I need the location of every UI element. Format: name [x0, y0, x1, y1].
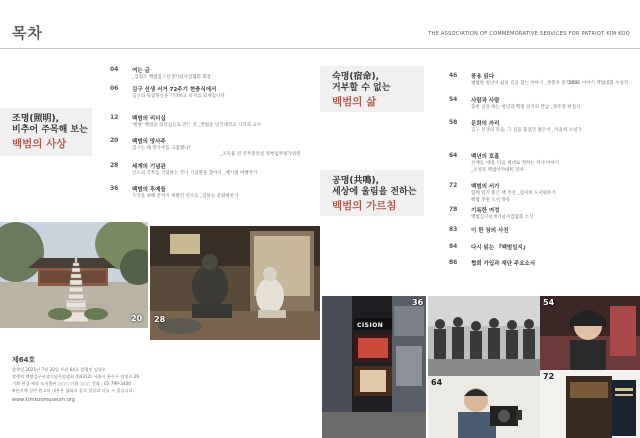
toc-title: 기록한 여정 — [471, 208, 500, 214]
photo-statue-museum — [150, 226, 320, 340]
toc-page-number: 28 — [110, 162, 119, 169]
photo-portrait — [540, 296, 640, 370]
times-square-photo-image — [322, 296, 426, 438]
billboard-sign: CISION — [357, 322, 384, 329]
toc-page-number: 36 — [110, 185, 119, 192]
photo-times-square — [322, 296, 426, 438]
toc-title: 이 한 장의 사진 — [471, 228, 509, 234]
portrait-photo-image — [540, 296, 640, 370]
pub-line: 발행처 백범김구선생기념사업협회 (04312) 서울시 용산구 임정로 26 — [12, 374, 139, 379]
pub-line: 발행일 2021년 7월 20일 통권 64호 발행인 김형오 — [12, 367, 106, 372]
toc-desc: 함께 읽기 좋은 책 추천 _김미희 도서평론가 — [471, 191, 556, 196]
toc-title: 문화의 자리 — [471, 121, 500, 127]
toc-desc: 출판 일을 하는 청년과 백범 일지의 만남 _정주영 편집자 — [471, 105, 581, 110]
issue-number: 제64호 — [12, 356, 36, 364]
toc-title: 풍용 읽다 — [471, 74, 495, 80]
photo-page-label: 28 — [154, 315, 166, 324]
photo-page-label: 36 — [412, 298, 424, 307]
pagoda-photo-image — [0, 222, 148, 328]
toc-page-number: 78 — [449, 206, 458, 213]
toc-title: 사람과 사람 — [471, 98, 500, 104]
pub-line: ※본지에 실린 원고의 내용은 협회의 공식 입장과 다를 수 있습니다. — [12, 388, 134, 393]
toc-page-number: 04 — [110, 66, 119, 73]
page-title: 목차 — [12, 24, 43, 42]
toc-page-number: 46 — [449, 72, 458, 79]
association-name: THE ASSOCIATION OF COMMEMORATIVE SERVICES FOR PATRIOT KIM KOO — [428, 31, 630, 37]
toc-entry[interactable] — [449, 119, 640, 139]
toc-entry[interactable] — [110, 137, 310, 163]
toc-desc: _조득용 전 국무총리실 정부업무평가위원 — [220, 152, 301, 157]
statue-photo-image — [150, 226, 320, 340]
toc-desc: 조국을 위해 끝까지 싸웠던 선조들 _김하늘 문화평론가 — [132, 194, 239, 199]
toc-page-number: 06 — [110, 85, 119, 92]
section-main: 백범의 가르침 — [332, 200, 397, 212]
photo-page-label: 20 — [131, 314, 143, 323]
photo-pagoda-temple — [0, 222, 148, 328]
toc-title: 백범의 후예들 — [132, 187, 166, 193]
toc-title: 백범의 망사주 — [132, 139, 166, 145]
section-main: 백범의 사상 — [12, 138, 67, 150]
toc-page-number: 64 — [449, 152, 458, 159]
toc-title: 백범의 리더십 — [132, 116, 166, 122]
toc-desc: _조영호 백범아카데미 강사 — [471, 168, 524, 173]
toc-entry[interactable] — [110, 114, 310, 134]
toc-desc: 백범 추천 도서 목록 — [471, 198, 511, 203]
top-rule-left — [0, 48, 320, 49]
toc-page-number: 20 — [110, 137, 119, 144]
top-rule-right — [320, 48, 640, 49]
toc-page-number: 86 — [449, 259, 458, 266]
toc-entry[interactable] — [110, 162, 310, 182]
toc-title: 다시 읽는 『백범일지』 — [471, 245, 529, 251]
books-photo-image — [540, 370, 640, 438]
section-box-thought — [0, 108, 92, 156]
toc-desc: 선배들 세대, 다음 세대로 전하는 역사 이야기 — [471, 161, 560, 166]
toc-entry[interactable] — [449, 182, 640, 208]
photo-man-camera — [428, 376, 540, 438]
toc-title: 세계의 기념관 — [132, 164, 166, 170]
toc-desc: 김구의 독립정신을 기억하고 유지를 되새깁니다 — [132, 94, 225, 99]
toc-entry[interactable] — [449, 152, 640, 178]
toc-page-number: 72 — [449, 182, 458, 189]
toc-entry[interactable] — [449, 243, 640, 255]
toc-title: 김구 선생 서거 72주기 현충식에서 — [132, 87, 217, 93]
photo-page-label: 64 — [431, 378, 443, 387]
toc-page-number: 84 — [449, 243, 458, 250]
pub-line: 기획·편집·제작 도서출판 ○○○ 인쇄 ○○○ 전화 : 02-799-3400 — [12, 381, 131, 386]
toc-desc: 2021 이야기 백범대회 수상작 — [569, 81, 629, 86]
historic-group-photo-image — [428, 296, 540, 376]
toc-entry[interactable] — [110, 66, 310, 86]
toc-desc: 평범한 청년이 삶의 길을 찾는 이야기 _정봉우 문학박사 — [471, 81, 579, 86]
website-link[interactable]: www.kimkoomuseum.org — [12, 397, 75, 403]
toc-entry[interactable] — [110, 185, 310, 205]
toc-desc: '변방' 백범을 리더십으로 만든 것 _박범준 단국대학교 사학과 교수 — [132, 123, 262, 128]
section-sub: 조명(照明), 비추어 주목해 보는 — [12, 114, 88, 135]
toc-entry[interactable] — [449, 259, 640, 271]
section-sub: 숙명(宿命), 거부할 수 없는 — [332, 72, 391, 93]
toc-title: 협회 가입과 재단 주요소식 — [471, 261, 536, 267]
man-camera-photo-image — [428, 376, 540, 438]
photo-historic-group — [428, 296, 540, 376]
toc-entry[interactable] — [449, 226, 640, 238]
toc-page-number: 83 — [449, 226, 458, 233]
section-sub: 공명(共鳴), 세상에 울림을 전하는 — [332, 176, 417, 197]
section-main: 백범의 삶 — [332, 96, 377, 108]
toc-entry[interactable] — [449, 96, 640, 116]
toc-entry[interactable] — [110, 85, 310, 105]
toc-desc: 김구는 왜 망사주를 고집했나? — [132, 146, 191, 151]
photo-page-label: 72 — [543, 372, 555, 381]
toc-page-number: 54 — [449, 96, 458, 103]
toc-title: 백범의 서가 — [471, 184, 500, 190]
toc-title: 백년의 호흡 — [471, 154, 500, 160]
toc-page-number: 58 — [449, 119, 458, 126]
toc-title: 여는 글 — [132, 68, 150, 74]
toc-desc: 김구 선생의 뜻을, 그 길을 품었던 젊은이 _이윤희 소설가 — [471, 128, 582, 133]
toc-desc: _김형오 백범김구선생기념사업협회 회장 — [132, 75, 212, 80]
toc-desc: 백범김구선생기념사업협회 소식 — [471, 215, 534, 220]
photo-page-label: 54 — [543, 298, 555, 307]
toc-entry[interactable] — [449, 72, 640, 98]
toc-entry[interactable] — [449, 206, 640, 226]
section-box-teaching — [320, 170, 424, 216]
section-box-life — [320, 66, 424, 112]
toc-page-number: 12 — [110, 114, 119, 121]
photo-books — [540, 370, 640, 438]
toc-desc: 인도의 국부를 기념하는 간디 기념관을 찾아서 _배기범 여행작가 — [132, 171, 258, 176]
